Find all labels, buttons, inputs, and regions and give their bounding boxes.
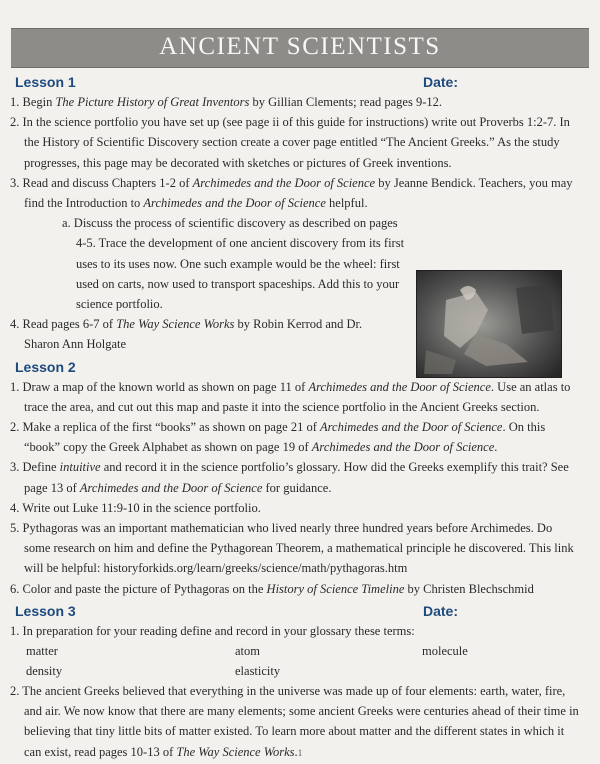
lesson-3-item-1: 1. In preparation for your reading define and record in your glossary these terms: <box>10 623 415 638</box>
term-matter: matter <box>26 644 58 659</box>
lesson-1-title: Lesson 1 <box>15 74 76 90</box>
lesson-1-item-3a: a. Discuss the process of scientific discovery as described on pages 4-5. Trace the development of one ancient discovery from its first uses to its uses now. One such example would be the wheel: first used on carts, now used to transport spaceships. Add this to your science portfolio. <box>62 216 405 312</box>
lesson-1-header <box>10 70 580 92</box>
term-elasticity: elasticity <box>235 664 281 679</box>
lesson-2-item-6: 6. Color and paste the picture of Pythagoras on the History of Science Timeline by Christen Blechschmid <box>10 581 534 596</box>
archimedes-painting <box>416 270 562 378</box>
title-banner <box>11 28 589 68</box>
lesson-3-header <box>10 599 580 621</box>
glossary-terms <box>10 641 580 681</box>
lesson-2-item-5: 5. Pythagoras was an important mathematician who lived nearly three hundred years before Archimedes. Do some research on him and define the Pythagorean Theorem, a mathematical principle he discovered. This link will be helpful: historyforkids.org/learn/greeks/science/math/pythagoras.htm <box>10 521 574 576</box>
page-title: ANCIENT SCIENTISTS <box>159 33 441 60</box>
term-atom: atom <box>235 644 260 659</box>
lesson-2-item-3: 3. Define intuitive and record it in the science portfolio’s glossary. How did the Greeks exemplify this trait? See page 13 of Archimedes and the Door of Science for guidance. <box>10 460 569 495</box>
lesson-3-item-2: 2. The ancient Greeks believed that everything in the universe was made up of four elements: earth, water, fire, and air. We now know that there are many elements; some ancient Greeks were centuries ahead of their time in believing that tiny little bits of matter existed. To learn more about matter and the different states in which it can exist, read pages 10-13 of The Way Science Works. <box>10 684 579 759</box>
lesson-1-item-3: 3. Read and discuss Chapters 1-2 of Archimedes and the Door of Science by Jeanne Bendick. Teachers, you may find the Introduction to Archimedes and the Door of Science helpful. <box>10 175 573 211</box>
lesson-3-date-label: Date: <box>423 602 459 619</box>
lesson-2-item-1: 1. Draw a map of the known world as shown on page 11 of Archimedes and the Door of Science. Use an atlas to trace the area, and cut out this map and paste it into the science portfolio in the Ancient Greeks section. <box>10 379 571 414</box>
term-density: density <box>26 664 63 679</box>
lesson-1-item-4: 4. Read pages 6-7 of The Way Science Works by Robin Kerrod and Dr. Sharon Ann Holgate <box>10 317 363 352</box>
lesson-1-date-label: Date: <box>423 74 459 90</box>
term-molecule: molecule <box>422 644 468 659</box>
lesson-1-item-2: 2. In the science portfolio you have set up (see page ii of this guide for instructions) write out Proverbs 1:2-7. In the History of Scientific Discovery section create a cover page entitled “The Ancient Greeks.” As the study progresses, this page may be decorated with sketches or pictures of Greek inventions. <box>10 115 570 170</box>
lesson-2-item-2: 2. Make a replica of the first “books” as shown on page 21 of Archimedes and the Door of Science. On this “book” copy the Greek Alphabet as shown on page 19 of Archimedes and the Door of Science. <box>10 420 546 455</box>
lesson-1-item-1: 1. Begin The Picture History of Great Inventors by Gillian Clements; read pages 9-12. <box>10 95 442 109</box>
page-content <box>10 70 580 762</box>
lesson-2-title: Lesson 2 <box>15 358 76 375</box>
lesson-2-item-4: 4. Write out Luke 11:9-10 in the science portfolio. <box>10 500 261 515</box>
page-number: 1 <box>297 748 303 758</box>
lesson-3-title: Lesson 3 <box>15 602 76 619</box>
